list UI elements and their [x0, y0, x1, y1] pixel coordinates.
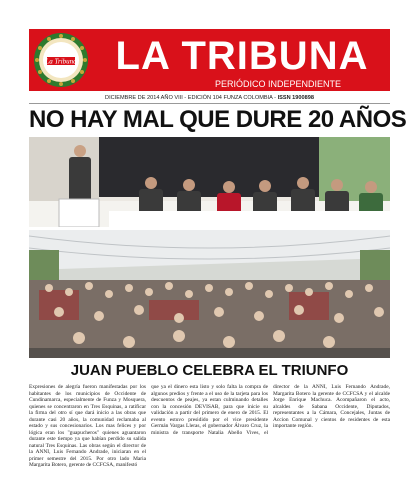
- panel-of-officials-photo: [29, 137, 390, 227]
- main-headline: NO HAY MAL QUE DURE 20 AÑOS: [29, 106, 407, 133]
- article-text: Expresiones de alegría fueron manifestadas por los habitantes de los municipios de Occidente de Cundinamarca, especialmente de Funza y Mosquera, quienes se concentraron en Tres Esquinas, a ratificar la firma del otro sí que dará inicio a las obras que durante casi 20 años, la comunidad reclamaba al estado y sus concesionarios. Los mas felices y por lógica eran los "guapucheros" quienes aguantaron durante este tiempo ya que habían perdido su salida natural Tres Esquinas. Las obras según el director de la ANNI, Luis Fernando Andrade, iniciaran en el primer semestre del 2015. Por otro lado Maria Margarita Botero, gerente de CCFCSA, manifestó: [29, 384, 146, 468]
- svg-text:La Tribuna: La Tribuna: [45, 57, 77, 66]
- newspaper-seal-logo: [33, 32, 89, 88]
- edition-info: DICIEMBRE DE 2014 AÑO VIII - EDICIÓN 104 FUNZA COLOMBIA -: [105, 95, 276, 101]
- edition-line: [29, 94, 390, 102]
- article-column: [29, 384, 146, 476]
- issn-number: ISSN 1900898: [277, 95, 314, 101]
- newspaper-title: LA TRIBUNA: [115, 34, 369, 78]
- tagline: PERIÓDICO INDEPENDIENTE: [215, 79, 342, 89]
- article-text: que ya el dinero esta listo y solo falta la compra de algunos predios y frente a el uso de la tarjeta para los descuentos de peajes, ya estan culminando detalles con la concesión DEVISAB, para que inicie su validación a partir del primero de enero de 2015. El evento estuvo presidido por el vice presidente Germán Vargas Lleras, el gobernador Álvaro Cruz, la ministra de transporte Natalia Abello Vives, el director de la ANNI, Luis Fernando Andrade, Margarita Botero la gerente de CCFCSA y el alcalde Jorge Enrique Machuca. Acompañaron el acto, alcaldes de Sabana Occidente, Diputados, representantes a la Cámara, Concejales, Juntas de Accion Comunal y cientos de residentes de esta importante región.: [151, 384, 390, 436]
- sub-headline: JUAN PUEBLO CELEBRA EL TRIUNFO: [70, 362, 349, 379]
- crowd-under-tent-photo: [29, 230, 390, 358]
- masthead: [29, 29, 390, 91]
- article-column: [151, 384, 390, 476]
- divider: [29, 103, 390, 104]
